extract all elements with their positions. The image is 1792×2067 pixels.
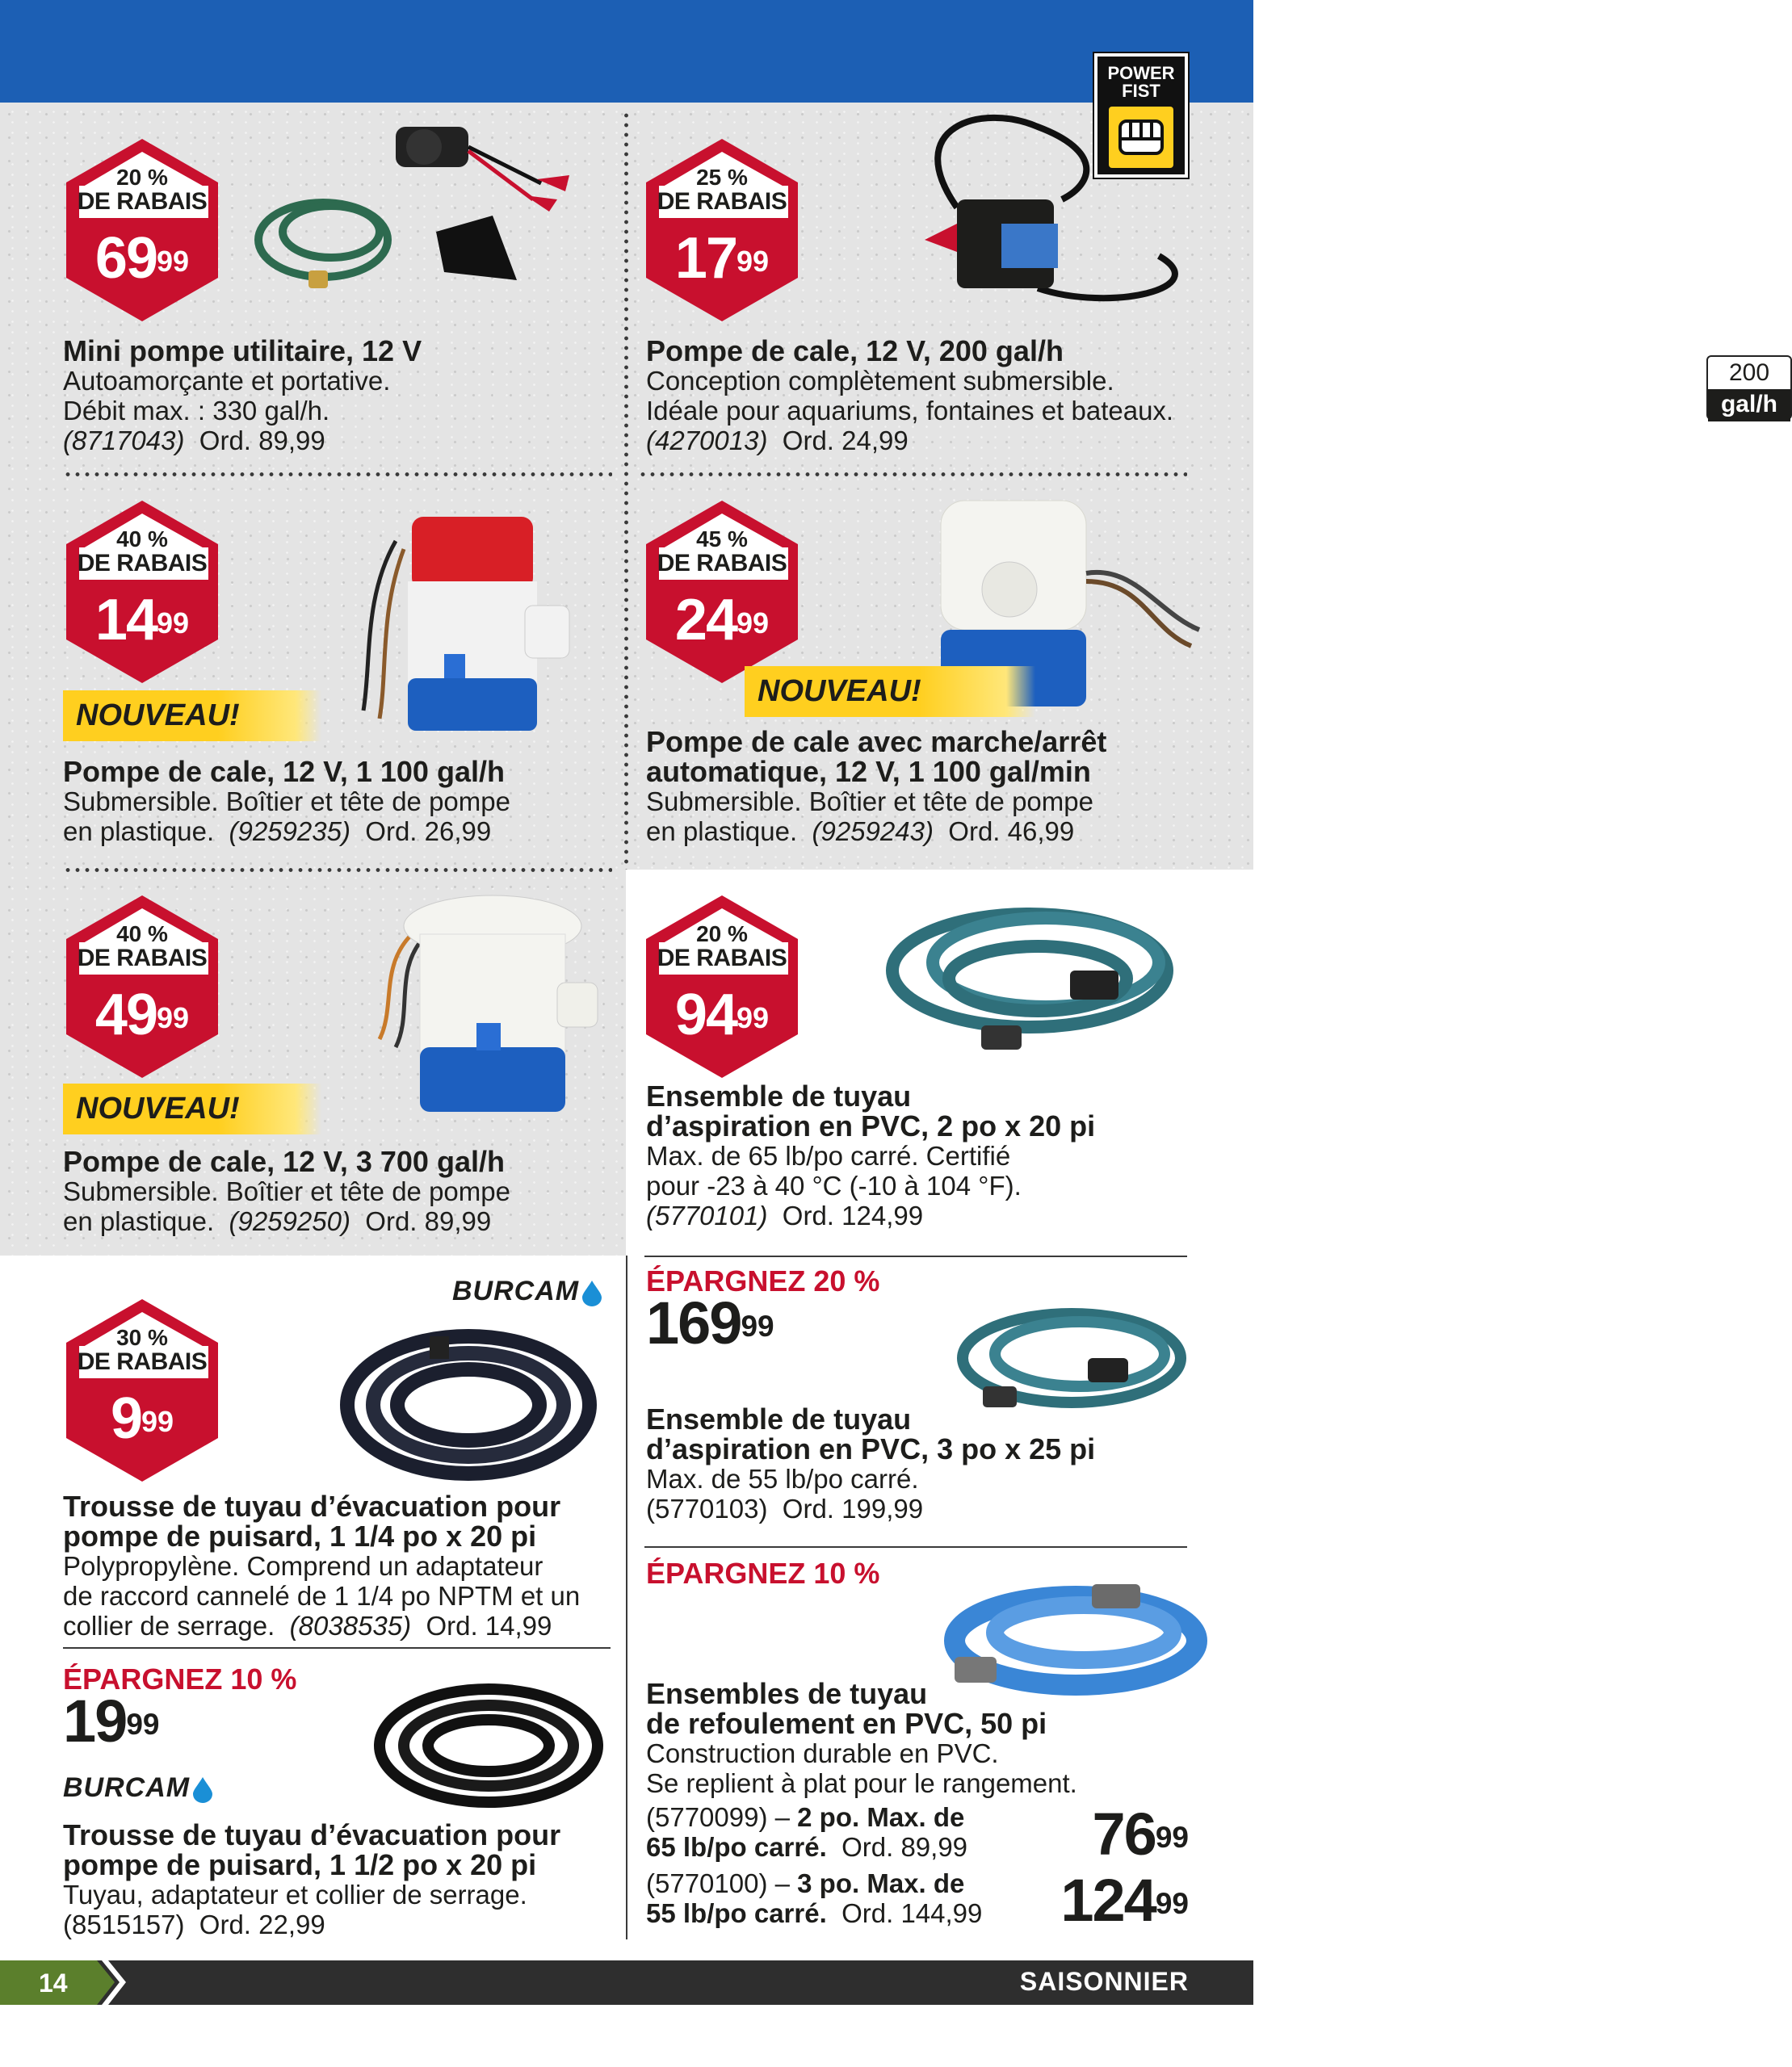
product-desc-line1: Submersible. Boîtier et tête de pompe [63,786,510,816]
product-tuyau-refoulement[interactable] [627,1548,1253,1948]
variant-1-line1: (5770099) – 2 po. Max. de [646,1802,965,1832]
sale-price [63,1689,159,1754]
product-desc-line2 [646,816,1074,846]
sale-price [643,226,801,291]
regular-price: Ord. 26,99 [365,816,492,846]
variant-2-line2 [646,1898,982,1928]
price-dollars: 9 [110,1386,141,1451]
product-title: Pompe de cale, 12 V, 3 700 gal/h [63,1145,505,1178]
new-ribbon: NOUVEAU! [745,666,1035,717]
sale-price [63,983,221,1047]
bilge-pump-200-image [836,111,1207,329]
regular-price: Ord. 22,99 [199,1910,325,1939]
sku: (8515157) [63,1910,185,1939]
regular-price: Ord. 24,99 [782,426,909,455]
sale-price [63,588,221,652]
discount-percent: 20 % [696,921,748,946]
discount-percent: 40 % [116,526,168,551]
sku: (9259235) [229,816,350,846]
water-drop-icon [581,1279,603,1306]
price-cents: 99 [737,1001,770,1034]
price-cents: 99 [741,1310,774,1343]
discount-badge [643,136,801,325]
product-sku-line [646,1494,923,1524]
utility-pump-image [250,111,606,321]
regular-price: Ord. 46,99 [948,816,1075,846]
product-pompe-de-cale-3700[interactable] [0,870,626,1256]
discount-badge [643,497,801,686]
product-title-line1: Pompe de cale avec marche/arrêt [646,725,1107,758]
bilge-pump-1100-image [339,501,581,743]
product-title: Pompe de cale, 12 V, 200 gal/h [646,334,1064,367]
discount-label: DE RABAIS [77,550,208,576]
discount-label: DE RABAIS [657,188,787,215]
desc-text: en plastique. [646,816,798,846]
new-ribbon: NOUVEAU! [63,1084,321,1134]
discount-percent: 40 % [116,921,168,946]
price-cents: 99 [157,606,190,639]
sku: (8038535) [289,1611,412,1641]
product-title-line1: Ensemble de tuyau [646,1080,912,1113]
burcam-logo [452,1276,603,1307]
product-title-line1: Ensemble de tuyau [646,1402,912,1436]
variant-2-line1: (5770100) – 3 po. Max. de [646,1868,965,1898]
variant-spec: 2 po. Max. de [797,1802,965,1832]
hose-coupling-icon [1088,1358,1128,1382]
price-dollars: 24 [674,588,737,652]
product-tuyau-aspiration-3po[interactable] [627,1257,1253,1546]
variant-spec: 3 po. Max. de [797,1868,965,1898]
product-pompe-de-cale-auto[interactable] [626,476,1253,868]
save-percent: ÉPARGNEZ 10 % [646,1557,880,1590]
price-dollars: 14 [94,588,157,652]
discount-label: DE RABAIS [77,1348,208,1375]
product-desc-line1: Polypropylène. Comprend un adaptateur [63,1551,543,1581]
bilge-pump-3700-image [363,886,606,1128]
discount-label: DE RABAIS [77,945,208,971]
flow-unit: gal/h [1708,389,1790,421]
product-desc-line1: Submersible. Boîtier et tête de pompe [63,1176,510,1206]
product-sku-line [63,1910,325,1939]
regular-price: Ord. 14,99 [426,1611,552,1641]
burcam-text: BURCAM [452,1276,580,1306]
product-title-line2: de refoulement en PVC, 50 pi [646,1707,1047,1740]
brass-fitting-icon [308,270,328,288]
section-title: SAISONNIER [1019,1967,1189,1996]
sku: (5770099) [646,1802,768,1832]
product-tuyau-aspiration-2po[interactable] [626,870,1253,1256]
page-number-tab [0,1960,115,2005]
discount-percent: 30 % [116,1325,168,1350]
price-dollars: 169 [646,1289,741,1356]
product-pompe-de-cale-200[interactable] [626,103,1777,474]
sku: (5770103) [646,1494,768,1524]
discount-label: DE RABAIS [77,188,208,215]
price-dollars: 76 [1092,1801,1156,1868]
sale-price [643,588,801,652]
product-trousse-evacuation-1-1-2[interactable] [0,1649,626,1948]
product-title-line2: automatique, 12 V, 1 100 gal/min [646,755,1091,788]
price-cents: 99 [1155,1821,1189,1854]
sku: (5770100) [646,1868,768,1898]
product-desc-line2: Débit max. : 330 gal/h. [63,396,330,426]
product-desc-line2: pour -23 à 40 °C (-10 à 104 °F). [646,1171,1022,1201]
sump-hose-1-1-4-image [339,1316,598,1494]
variant-spec: 55 lb/po carré. [646,1898,827,1928]
product-sku-line [646,1201,923,1231]
regular-price: Ord. 144,99 [841,1898,983,1928]
product-title-line1: Trousse de tuyau d’évacuation pour [63,1818,561,1851]
price-cents: 99 [141,1405,174,1438]
hose-coupling-icon [1092,1584,1140,1608]
product-title-line2: pompe de puisard, 1 1/4 po x 20 pi [63,1520,537,1553]
new-ribbon: NOUVEAU! [63,690,321,741]
product-desc-line2 [63,1206,491,1236]
product-desc-line1: Construction durable en PVC. [646,1738,999,1768]
price-dollars: 17 [674,226,737,291]
product-desc-line3 [63,1611,552,1641]
discount-badge [63,497,221,686]
sale-price [643,983,801,1047]
top-color-bar [0,0,1253,103]
price-dollars: 69 [94,226,157,291]
power-fist-line1: POWER [1107,63,1175,83]
sump-hose-1-1-2-image [367,1669,610,1822]
product-sku-line [646,426,909,455]
product-mini-pompe-utilitaire[interactable] [0,103,626,474]
desc-text: en plastique. [63,816,215,846]
regular-price: Ord. 124,99 [782,1201,924,1231]
product-title-line1: Trousse de tuyau d’évacuation pour [63,1490,561,1523]
sku: (5770101) [646,1201,768,1231]
flow-value: 200 [1728,359,1770,386]
sku: (9259243) [812,816,934,846]
variant-spec: 65 lb/po carré. [646,1832,827,1862]
regular-price: Ord. 199,99 [782,1494,924,1524]
product-pompe-de-cale-1100[interactable] [0,476,626,868]
price-dollars: 124 [1060,1867,1156,1934]
product-title: Mini pompe utilitaire, 12 V [63,334,422,367]
product-desc-line1: Submersible. Boîtier et tête de pompe [646,786,1093,816]
save-percent: ÉPARGNEZ 20 % [646,1264,880,1298]
discount-label: DE RABAIS [657,945,787,971]
price-cents: 99 [157,1001,190,1034]
product-desc-line1: Max. de 55 lb/po carré. [646,1464,919,1494]
product-desc-line2: Se replient à plat pour le rangement. [646,1768,1077,1798]
variant-1-price [1093,1802,1189,1867]
product-desc-line1: Conception complètement submersible. [646,366,1114,396]
price-dollars: 94 [674,983,737,1047]
suction-hose-3po-image [951,1293,1193,1431]
product-desc-line1: Tuyau, adaptateur et collier de serrage. [63,1880,527,1910]
price-cents: 99 [157,245,190,278]
water-drop-icon [191,1776,214,1803]
price-dollars: 19 [63,1688,127,1755]
flow-rate-tag [1706,355,1792,420]
product-title-line2: d’aspiration en PVC, 2 po x 20 pi [646,1109,1096,1143]
discount-badge [63,1296,221,1485]
burcam-logo [63,1772,214,1804]
discount-badge [63,136,221,325]
discount-percent: 25 % [696,165,748,190]
product-title-line2: d’aspiration en PVC, 3 po x 25 pi [646,1432,1096,1465]
price-cents: 99 [737,245,770,278]
page-number: 14 [39,1968,68,1998]
variant-2-price [1060,1868,1189,1933]
discount-percent: 20 % [116,165,168,190]
product-sku-line [63,426,325,455]
save-percent: ÉPARGNEZ 10 % [63,1662,297,1696]
product-desc-line1: Max. de 65 lb/po carré. Certifié [646,1141,1011,1171]
regular-price: Ord. 89,99 [199,426,325,455]
burcam-text: BURCAM [63,1772,191,1803]
product-desc-line2: Idéale pour aquariums, fontaines et bateaux. [646,396,1174,426]
product-title-line1: Ensembles de tuyau [646,1677,928,1710]
price-dollars: 49 [94,983,157,1047]
regular-price: Ord. 89,99 [365,1206,492,1236]
product-title: Pompe de cale, 12 V, 1 100 gal/h [63,755,505,788]
suction-hose-2po-image [868,882,1223,1075]
discount-badge [643,892,801,1081]
variant-1-line2 [646,1832,967,1862]
price-cents: 99 [1155,1887,1189,1920]
desc-text: en plastique. [63,1206,215,1236]
product-trousse-evacuation-1-1-4[interactable] [0,1256,626,1647]
sku: (4270013) [646,426,768,455]
sku: (8717043) [63,426,185,455]
product-desc-line2 [63,816,491,846]
sku: (9259250) [229,1206,350,1236]
product-desc-line1: Autoamorçante et portative. [63,366,391,396]
discount-percent: 45 % [696,526,748,551]
sale-price [63,226,221,291]
desc-text: collier de serrage. [63,1611,275,1641]
regular-price: Ord. 89,99 [841,1832,968,1862]
hose-coupling-icon [1070,971,1118,1000]
price-cents: 99 [126,1708,160,1741]
power-fist-line2: FIST [1122,81,1160,101]
sale-price [646,1291,774,1356]
discount-label: DE RABAIS [657,550,787,576]
product-title-line2: pompe de puisard, 1 1/2 po x 20 pi [63,1848,537,1881]
discharge-hose-image [938,1568,1213,1705]
discount-badge [63,892,221,1081]
price-cents: 99 [737,606,770,639]
sale-price [63,1386,221,1451]
product-desc-line2: de raccord cannelé de 1 1/4 po NPTM et un [63,1581,581,1611]
